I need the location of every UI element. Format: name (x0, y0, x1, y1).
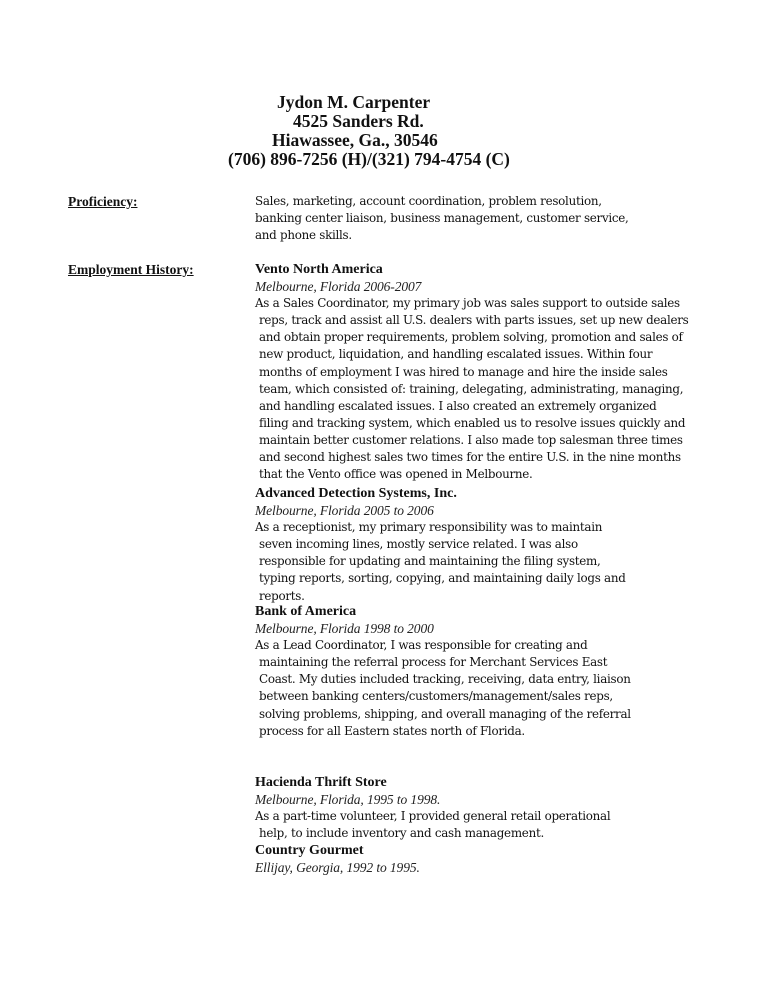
text-line: As a Lead Coordinator, I was responsible for creating and (255, 638, 588, 653)
text-line: team, which consisted of: training, delegating, administrating, managing, (259, 381, 684, 396)
text-line: and phone skills. (255, 228, 352, 243)
text-line: banking center liaison, business management, customer service, (255, 211, 629, 226)
text-line: solving problems, shipping, and overall managing of the referral (259, 706, 631, 721)
text-line: reports. (259, 588, 305, 603)
text-line: maintain better customer relations. I also made top salesman three times (259, 432, 683, 447)
job-location-dates: Melbourne, Florida, 1995 to 1998. (255, 792, 441, 808)
phone-numbers: (706) 896-7256 (H)/(321) 794-4754 (C) (228, 149, 510, 169)
text-line: between banking centers/customers/management/sales reps, (259, 689, 613, 704)
text-line: Coast. My duties included tracking, receiving, data entry, liaison (259, 672, 631, 687)
applicant-name: Jydon M. Carpenter (277, 92, 431, 112)
job-vento (255, 261, 725, 483)
company-name: Hacienda Thrift Store (255, 775, 387, 790)
text-line: that the Vento office was opened in Melbourne. (259, 467, 533, 482)
text-line: process for all Eastern states north of Florida. (259, 723, 525, 738)
text-line: seven incoming lines, mostly service related. I was also (259, 537, 578, 552)
text-line: filing and tracking system, which enabled us to resolve issues quickly and (259, 415, 686, 430)
company-name: Vento North America (255, 262, 383, 277)
text-line: Sales, marketing, account coordination, problem resolution, (255, 194, 602, 208)
text-line: As a receptionist, my primary responsibility was to maintain (255, 520, 603, 535)
text-line: As a Sales Coordinator, my primary job was sales support to outside sales (255, 296, 680, 311)
text-line: and obtain proper requirements, problem solving, promotion and sales of (259, 330, 683, 345)
company-name: Bank of America (255, 604, 357, 619)
company-name: Advanced Detection Systems, Inc. (255, 486, 457, 501)
street-address: 4525 Sanders Rd. (293, 111, 424, 131)
job-location-dates: Melbourne, Florida 2005 to 2006 (255, 503, 434, 519)
job-location-dates: Melbourne, Florida 2006-2007 (255, 279, 422, 295)
job-hacienda-thrift (255, 774, 725, 842)
text-line: typing reports, sorting, copying, and maintaining daily logs and (259, 571, 626, 586)
text-line: responsible for updating and maintaining the filing system, (259, 554, 601, 569)
city-state-zip: Hiawassee, Ga., 30546 (272, 130, 438, 150)
text-line: reps, track and assist all U.S. dealers with parts issues, set up new dealers (259, 313, 689, 328)
employment-history-heading: Employment History: (68, 262, 194, 277)
text-line: help, to include inventory and cash management. (259, 826, 544, 841)
text-line: maintaining the referral process for Merchant Services East (259, 655, 608, 670)
text-line: months of employment I was hired to manage and hire the inside sales (259, 364, 668, 379)
proficiency-text (255, 193, 725, 244)
job-location-dates: Ellijay, Georgia, 1992 to 1995. (255, 860, 420, 876)
text-line: and handling escalated issues. I also created an extremely organized (259, 398, 657, 413)
company-name: Country Gourmet (255, 843, 364, 858)
job-location-dates: Melbourne, Florida 1998 to 2000 (255, 621, 434, 637)
proficiency-heading: Proficiency: (68, 194, 138, 209)
job-advanced-detection (255, 485, 725, 605)
text-line: and second highest sales two times for the entire U.S. in the nine months (259, 450, 681, 465)
text-line: As a part-time volunteer, I provided general retail operational (255, 809, 611, 824)
job-bank-of-america (255, 603, 725, 740)
job-country-gourmet (255, 842, 725, 876)
text-line: new product, liquidation, and handling escalated issues. Within four (259, 347, 653, 362)
